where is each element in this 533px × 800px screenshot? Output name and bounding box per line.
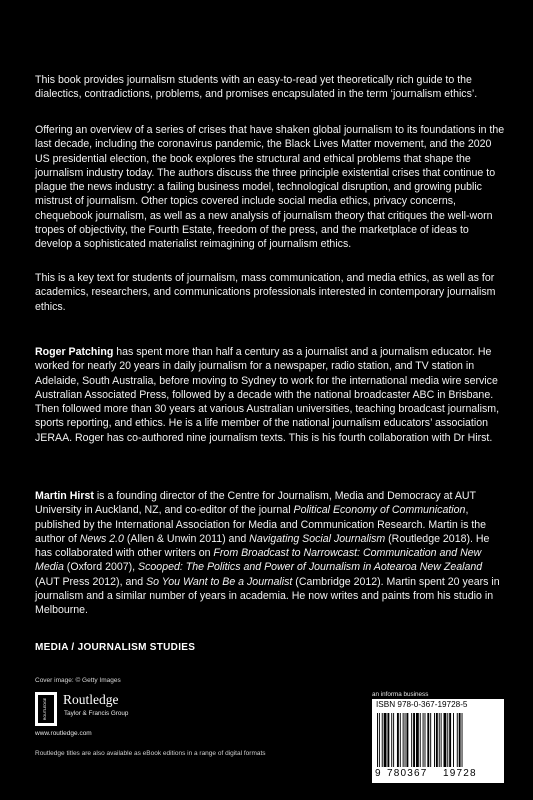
barcode-bar xyxy=(382,713,383,769)
barcode-digits xyxy=(375,767,501,781)
barcode-bar xyxy=(420,713,421,769)
subject-category: MEDIA / JOURNALISM STUDIES xyxy=(35,642,196,653)
author-name-patching: Roger Patching xyxy=(35,346,114,358)
blurb-paragraph-2: Offering an overview of a series of crises that have shaken global journalism to its foundations in the last decade, including the coronavirus pandemic, the Black Lives Matter movement, and the 2020 US presidential election, the book explores the structural and ethical problems that shape the journalism industry today. The authors discuss the three principle existential crises that continue to plague the news industry: a failing business model, technological disruption, and growing public mistrust of journalism. Other topics covered include social media ethics, privacy concerns, chequebook journalism, as well as a new analysis of journalism theory that critiques the well-worn tropes of objectivity, the Fourth Estate, freedom of the press, and the marketplace of ideas to develop a sophisticated materialist reimagining of journalism ethics. xyxy=(35,124,505,251)
isbn-barcode xyxy=(372,699,504,783)
barcode-bar xyxy=(444,713,447,769)
bio-title: News 2.0 xyxy=(79,532,124,545)
bio-title: Political Economy of Communication xyxy=(293,504,466,517)
barcode-bar xyxy=(391,713,392,769)
barcode-bar xyxy=(447,713,448,769)
barcode-bar xyxy=(416,713,419,769)
barcode-bar xyxy=(439,713,440,769)
bio-title: So You Want to Be a Journalist xyxy=(146,575,293,588)
barcode-bar xyxy=(393,713,394,769)
bio-title: Scooped: The Politics and Power of Journalism in Aotearoa New Zealand xyxy=(138,561,483,574)
ebook-note: Routledge titles are also available as eBook editions in a range of digital formats xyxy=(35,750,266,757)
publisher-url: www.routledge.com xyxy=(35,730,92,737)
cover-image-credit: Cover image: © Getty Images xyxy=(35,677,121,684)
informa-tagline: an informa business xyxy=(372,691,429,698)
barcode-bar xyxy=(403,713,404,769)
barcode-bar xyxy=(425,713,426,769)
isbn-text: ISBN 978-0-367-19728-5 xyxy=(376,700,468,709)
barcode-bar xyxy=(441,713,442,769)
bio-text: (AUT Press 2012), and xyxy=(35,575,147,588)
logo-letters: ROUTLEDGE xyxy=(43,697,47,721)
barcode-bar xyxy=(387,713,389,769)
barcode-lead-digit: 9 xyxy=(375,768,381,779)
author-name-hirst: Martin Hirst xyxy=(35,490,94,502)
barcode-bar xyxy=(436,713,438,769)
bio-text: (Allen & Unwin 2011) and xyxy=(123,532,250,545)
barcode-bar xyxy=(413,713,415,769)
barcode-bar xyxy=(411,713,412,769)
bio-text: (Routledge 2018). He has collaborated with other writers on xyxy=(35,532,490,560)
bio-text: (Oxford 2007), xyxy=(63,561,139,574)
author-bio-patching-text: has spent more than half a century as a journalist and a journalism educator. He worked for nearly 20 years in daily journalism for a newspaper, radio station, and TV station in Adelaide, South Australia, before moving to Sydney to work for the international media wire service Australian Associated Press, followed by a decade with the national broadcaster ABC in Brisbane. Then followed more than 30 years at various Australian universities, teaching broadcast journalism, sports reporting, and ethics. He is a life member of the national journalism educators’ association JERAA. Roger has co-authored nine journalism texts. This is his fourth collaboration with Dr Hirst. xyxy=(35,346,500,444)
barcode-bar xyxy=(457,713,458,769)
routledge-logo-icon xyxy=(35,692,57,726)
publisher-block xyxy=(35,692,215,737)
barcode-bar xyxy=(434,713,435,769)
publisher-name: Routledge xyxy=(63,692,119,707)
blurb-paragraph-1: This book provides journalism students with an easy-to-read yet theoretically rich guide to the dialectics, contradictions, problems, and promises encapsulated in the term ‘journalism ethics’. xyxy=(35,74,478,101)
blurb-paragraph-3: This is a key text for students of journalism, mass communication, and media ethics, as well as for academics, researchers, and communications professionals interested in contemporary journalism ethics. xyxy=(35,272,496,313)
barcode-bar xyxy=(427,713,429,769)
bio-text: , published by the International Association for Media and Communication Research. Martin is the author of xyxy=(35,504,487,545)
bio-title: Navigating Social Journalism xyxy=(249,532,386,545)
bio-title: From Broadcast to Narrowcast: Communication and New Media xyxy=(35,547,482,574)
author-bio-patching xyxy=(35,345,505,445)
barcode-bar xyxy=(405,713,406,769)
publisher-group: Taylor & Francis Group xyxy=(64,710,129,717)
barcode-bar xyxy=(423,713,424,769)
barcode-bar xyxy=(377,713,378,769)
barcode-group-2: 19728 xyxy=(443,768,477,779)
barcode-bar xyxy=(449,713,451,769)
barcode-bar xyxy=(406,713,408,769)
barcode-bar xyxy=(384,713,387,769)
author-bio-hirst xyxy=(35,489,505,618)
bio-text: is a founding director of the Centre for Journalism, Media and Democracy at AUT University in Auckland, NZ, and co-editor of the journal xyxy=(35,490,476,517)
barcode-bar xyxy=(400,713,401,769)
barcode-bar xyxy=(462,713,463,769)
barcode-bar xyxy=(430,713,431,769)
barcode-bar xyxy=(459,713,461,769)
barcode-bar xyxy=(397,713,399,769)
barcode-bar xyxy=(379,713,380,769)
bio-text: (Cambridge 2012). Martin spent 20 years in journalism and a similar number of years in academia. He now writes and paints from his studio in Melbourne. xyxy=(35,575,500,617)
barcode-bar xyxy=(453,713,454,769)
barcode-group-1: 780367 xyxy=(387,768,428,779)
barcode-bars xyxy=(375,713,501,769)
